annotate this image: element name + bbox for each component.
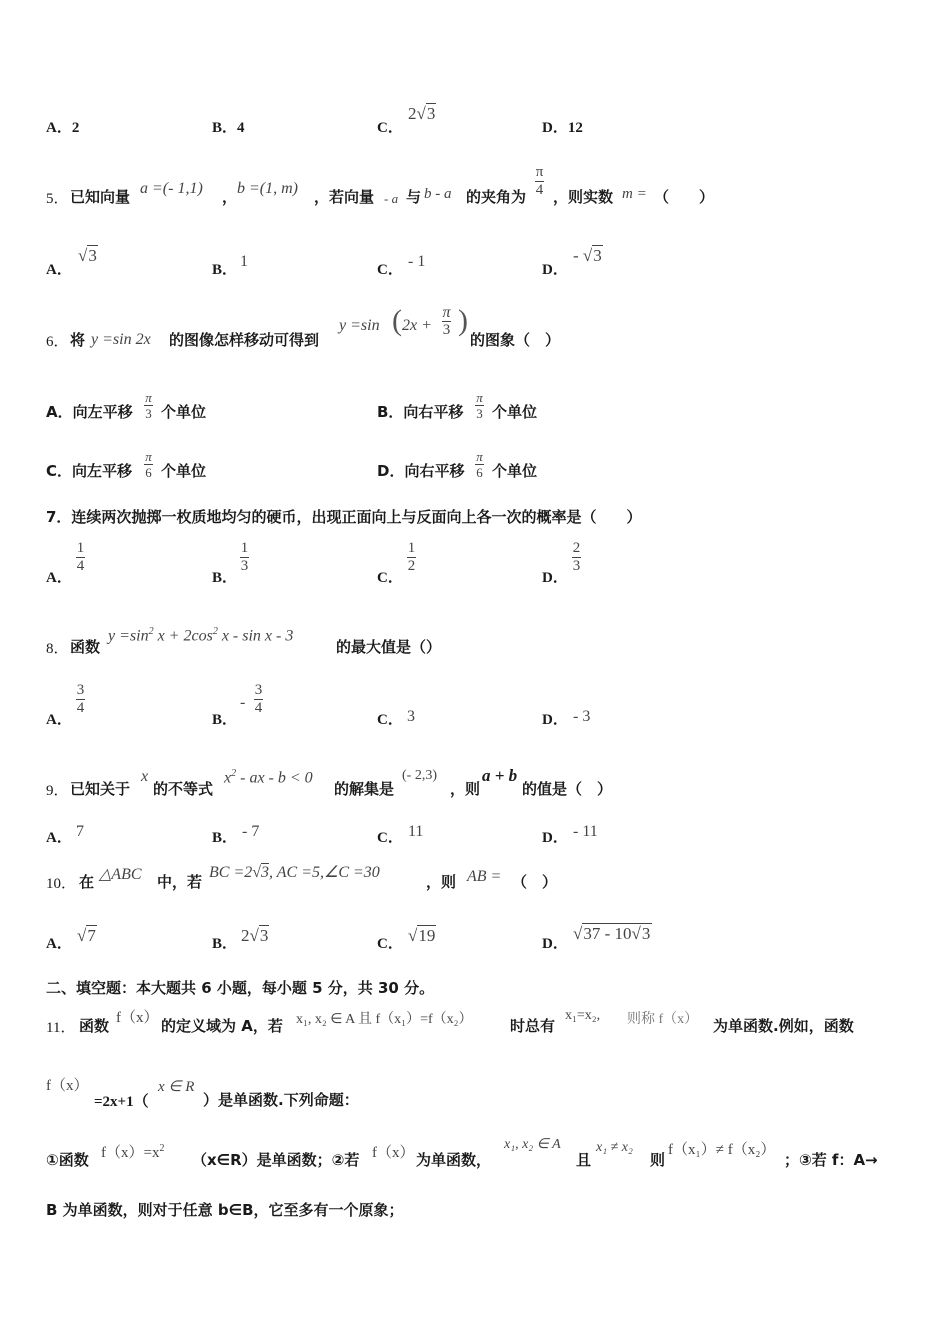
q11-example-function: $f(x)=x^2$ [101, 1143, 165, 1161]
q7-option-c-value: 1 2 [407, 540, 416, 574]
q7-option-c[interactable]: C． [377, 570, 403, 586]
q5-option-b-value: 1 [240, 253, 248, 270]
q9-option-a[interactable]: A． [46, 830, 72, 846]
q4-option-a[interactable]: A．2 [46, 120, 80, 136]
q5-option-a[interactable]: A． [46, 262, 72, 278]
q5-option-c[interactable]: C． [377, 262, 403, 278]
q7-option-a[interactable]: A． [46, 570, 72, 586]
q7-option-a-value: 1 4 [76, 540, 85, 574]
q10-triangle: △ABC [99, 866, 142, 883]
q8-option-b[interactable]: B． [212, 712, 238, 728]
q4-option-b[interactable]: B．4 [212, 120, 245, 136]
q8-option-a[interactable]: A． [46, 712, 72, 728]
q8-option-b-value: 3 4 [254, 682, 263, 716]
q10-option-b-value: 2√3 [241, 926, 269, 945]
q7-option-b[interactable]: B． [212, 570, 238, 586]
q8-option-d-value: - 3 [573, 708, 591, 725]
q9-option-b[interactable]: B． [212, 830, 238, 846]
q9-inequality: $x^2$ - ax - b < 0 [224, 768, 313, 787]
q5-angle-fraction: π 4 [535, 164, 544, 198]
q10-option-c-value: √19 [408, 926, 436, 945]
q4-option-d[interactable]: D．12 [542, 120, 583, 136]
q4-option-c[interactable]: C． [377, 120, 403, 136]
q10-option-b[interactable]: B． [212, 936, 238, 952]
q9-option-c[interactable]: C． [377, 830, 403, 846]
q8-option-c-value: 3 [407, 708, 415, 725]
q8-function: $y =\sin^2$ $x + 2\cos^2$ x - sin x - 3 [108, 626, 294, 645]
q10-option-a[interactable]: A． [46, 936, 72, 952]
question-11: 11． 函数 f（x） 的定义域为 A，若 x₁, x₂ ∈ A 且 f（x₁）=f（x₂） 时总有 x₁=x₂, 则称 f（x） 为单函数.例如，函数 f（x） =2x+1（ x ∈ R ）是单函数.下列命题： ①函数 $f(x)=x^2$ （x∈R）是单函数；②若 f（x） 为单函数， x₁, x₂ ∈ A 且 x₁ ≠ x₂ 则 f（x₁）≠ f（x₂） ；③若 f：A→ B 为单函数，则对于任意 b∈B，它至多有一个原象； [46, 1008, 878, 1219]
q5-option-c-value: - 1 [408, 253, 426, 270]
q10-option-a-value: √7 [77, 926, 96, 945]
q9-option-d-value: - 11 [573, 823, 598, 840]
q5-option-b[interactable]: B． [212, 262, 238, 278]
q5-option-a-value: √3 [78, 246, 97, 265]
q6-function-2: y =sin [339, 317, 380, 334]
section-2-title: 二、填空题：本大题共 6 小题，每小题 5 分，共 30 分。 [46, 979, 435, 997]
q9-option-b-value: - 7 [242, 823, 260, 840]
q5-vector-a: a =(- 1,1) [140, 180, 203, 197]
q10-option-d[interactable]: D． [542, 936, 568, 952]
question-7: 7．连续两次抛掷一枚质地均匀的硬币，出现正面向上与反面向上各一次的概率是（ ） [46, 508, 642, 526]
q8-option-a-value: 3 4 [76, 682, 85, 716]
q10-option-c[interactable]: C． [377, 936, 403, 952]
q7-option-b-value: 1 3 [240, 540, 249, 574]
q6-function-1: y =sin 2x [91, 331, 151, 348]
q9-option-d[interactable]: D． [542, 830, 568, 846]
q10-condition: BC =2√3, AC =5,∠C =30 [209, 864, 380, 881]
q5-option-d[interactable]: D． [542, 262, 568, 278]
q5-vector-b: b =(1, m) [237, 180, 299, 197]
q9-option-c-value: 11 [408, 823, 424, 840]
q7-option-d-value: 2 3 [572, 540, 581, 574]
q8-option-d[interactable]: D． [542, 712, 568, 728]
q5-number: 5． [46, 191, 69, 207]
q8-option-c[interactable]: C． [377, 712, 403, 728]
q9-option-a-value: 7 [76, 823, 84, 840]
q7-option-d[interactable]: D． [542, 570, 568, 586]
q5-option-d-value: - √3 [573, 246, 602, 265]
q10-option-d-value: √37 - 10√3 [573, 924, 651, 943]
q4-option-c-value: 2√3 [408, 104, 436, 123]
